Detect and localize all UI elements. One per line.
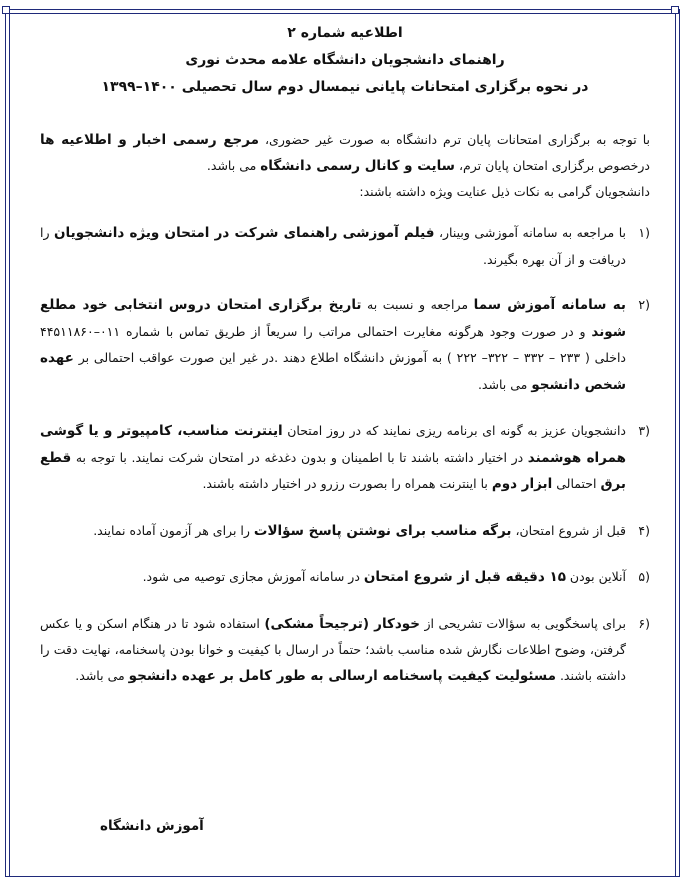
item-text: با مراجعه به سامانه آموزشی وبینار، فیلم آموزشی راهنمای شرکت در امتحان ویژه دانشجویان را دریافت و از آن بهره بگیرند. [40, 225, 627, 267]
list-item [40, 564, 650, 591]
item-text: برای پاسخگویی به سؤالات تشریحی از خودکار (ترجیحاً مشکی) استفاده شود تا در هنگام اسکن و یا عکس گرفتن، وضوح اطلاعات نگارش شده مناسب باشد؛ حتماً در ارسال با کیفیت و خوانا بودن پاسخنامه، نهایت دقت را داشته باشند. مسئولیت کیفیت پاسخنامه ارسالی به طور کامل بر عهده دانشجو می باشد. [40, 615, 626, 684]
item-text: به سامانه آموزش سما مراجعه و نسبت به تاریخ برگزاری امتحان دروس انتخابی خود مطلع شوند و در صورت وجود هرگونه مغایرت احتمالی مراتب را سریعاً از طریق تماس با شماره ۰۱۱–۴۴۵۱۱۸۶۰ داخلی ( ۲۳۳ – ۳۳۲ – ۳۲۲– ۲۲۲ ) به آموزش دانشگاه اطلاع دهند .در غیر این صورت عواقب احتمالی بر عهده شخص دانشجو می باشد. [40, 297, 626, 393]
intro-text: درخصوص برگزاری امتحان پایان ترم، [454, 158, 650, 173]
item-number: (۱ [638, 225, 650, 240]
item-number: (۲ [638, 297, 650, 312]
announcement-topic: در نحوه برگزاری امتحانات پایانی نیمسال دوم سال تحصیلی ۱۴۰۰–۱۳۹۹ [101, 79, 589, 95]
list-item [40, 418, 650, 498]
border-corner-ornament [2, 6, 10, 14]
item-number: (۶ [638, 615, 650, 631]
item-text: قبل از شروع امتحان، برگه مناسب برای نوشتن پاسخ سؤالات را برای هر آزمون آماده نمایند. [93, 522, 626, 539]
announcement-number: اطلاعیه شماره ۲ [287, 25, 403, 41]
announcement-subtitle: راهنمای دانشجویان دانشگاه علامه محدث نوری [185, 52, 505, 68]
item-text: آنلاین بودن ۱۵ دقیقه قبل از شروع امتحان در سامانه آموزش مجازی توصیه می شود. [142, 569, 626, 585]
announcement-document [40, 20, 650, 709]
intro-text: با توجه به برگزاری امتحانات پایان ترم دانشگاه به صورت غیر حضوری، [259, 132, 650, 147]
item-number: (۵ [638, 569, 650, 584]
signature: آموزش دانشگاه [100, 818, 204, 834]
intro-bold-text: سایت و کانال رسمی دانشگاه [260, 158, 455, 174]
intro-note: دانشجویان گرامی به نکات ذیل عنایت ویژه داشته باشند: [359, 184, 650, 199]
border-corner-ornament [671, 6, 679, 14]
intro-paragraph [40, 127, 650, 204]
list-item [40, 518, 650, 545]
intro-bold-text: مرجع رسمی اخبار و اطلاعیه ها [40, 132, 260, 148]
list-item [40, 611, 650, 690]
item-number: (۴ [638, 522, 650, 538]
list-item [40, 292, 650, 398]
item-text: دانشجویان عزیز به گونه ای برنامه ریزی نمایند که در روز امتحان اینترنت مناسب، کامپیوتر و یا گوشی همراه هوشمند در اختیار داشته باشند تا با اطمینان و بدون دغدغه در امتحان شرکت نمایند. با توجه به قطع برق احتمالی ابزار دوم با اینترنت همراه را بصورت رزرو در اختیار داشته باشند. [40, 423, 626, 492]
intro-text: می باشد. [206, 158, 261, 173]
item-number: (۳ [638, 423, 650, 438]
list-item [40, 220, 650, 272]
